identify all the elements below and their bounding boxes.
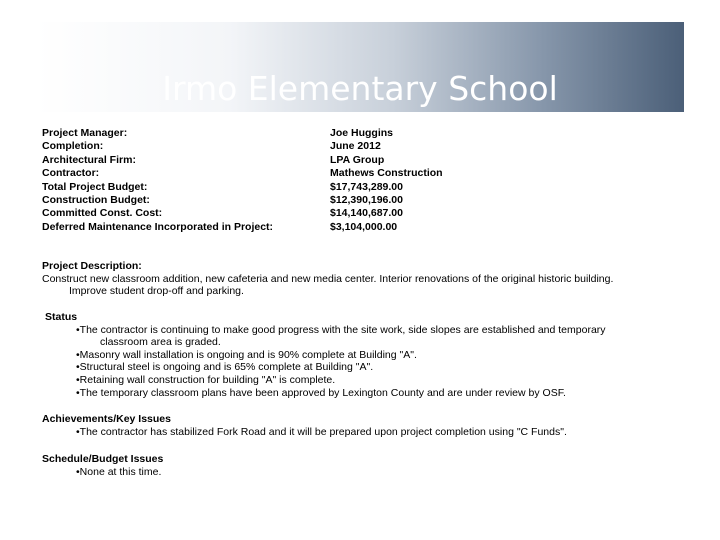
status-item-3: •Structural steel is ongoing and is 65% complete at Building "A". — [76, 361, 374, 374]
achievements-list — [42, 426, 567, 439]
value-contractor: Mathews Construction — [330, 167, 443, 180]
schedule-heading: Schedule/Budget Issues — [42, 453, 164, 465]
status-section — [45, 311, 606, 399]
label-contractor: Contractor: — [42, 167, 100, 180]
page-title: Irmo Elementary School — [162, 69, 558, 108]
schedule-section — [42, 453, 163, 478]
value-completion: June 2012 — [330, 140, 381, 153]
label-committed-cost: Committed Const. Cost: — [42, 207, 163, 220]
title-banner — [36, 22, 684, 112]
project-info-labels — [42, 127, 322, 234]
achievements-item-1: •The contractor has stabilized Fork Road and it will be prepared upon project completion using "C Funds". — [76, 425, 567, 438]
value-construction-budget: $12,390,196.00 — [330, 194, 403, 207]
value-committed-cost: $14,140,687.00 — [330, 207, 403, 220]
schedule-item-1: •None at this time. — [76, 465, 162, 478]
status-item-5: •The temporary classroom plans have been approved by Lexington County and are under review by OSF. — [76, 386, 566, 399]
status-list — [45, 324, 606, 400]
status-item-1: •The contractor is continuing to make good progress with the site work, side slopes are established and temporary — [76, 323, 606, 336]
description-line-1: Construct new classroom addition, new cafeteria and new media center. Interior renovations of the original historic building. — [42, 272, 614, 285]
label-completion: Completion: — [42, 140, 104, 153]
project-info-values — [330, 127, 530, 234]
label-total-project-budget: Total Project Budget: — [42, 180, 148, 193]
schedule-list — [42, 466, 163, 479]
status-heading: Status — [45, 311, 78, 323]
value-project-manager: Joe Huggins — [330, 127, 394, 139]
label-project-manager: Project Manager: — [42, 127, 128, 139]
label-deferred-maintenance: Deferred Maintenance Incorporated in Project: — [42, 220, 274, 233]
label-construction-budget: Construction Budget: — [42, 194, 150, 207]
value-architectural-firm: LPA Group — [330, 153, 385, 166]
description-line-2: Improve student drop-off and parking. — [69, 285, 244, 298]
value-deferred-maintenance: $3,104,000.00 — [330, 220, 398, 233]
project-description-section — [42, 260, 613, 298]
label-architectural-firm: Architectural Firm: — [42, 153, 136, 166]
status-item-1-cont: classroom area is graded. — [100, 336, 221, 349]
status-item-4: •Retaining wall construction for building "A" is complete. — [76, 373, 336, 386]
achievements-heading: Achievements/Key Issues — [42, 413, 171, 425]
achievements-section — [42, 413, 567, 438]
value-total-project-budget: $17,743,289.00 — [330, 180, 403, 193]
status-item-2: •Masonry wall installation is ongoing and is 90% complete at Building "A". — [76, 348, 417, 361]
description-heading: Project Description: — [42, 260, 142, 272]
